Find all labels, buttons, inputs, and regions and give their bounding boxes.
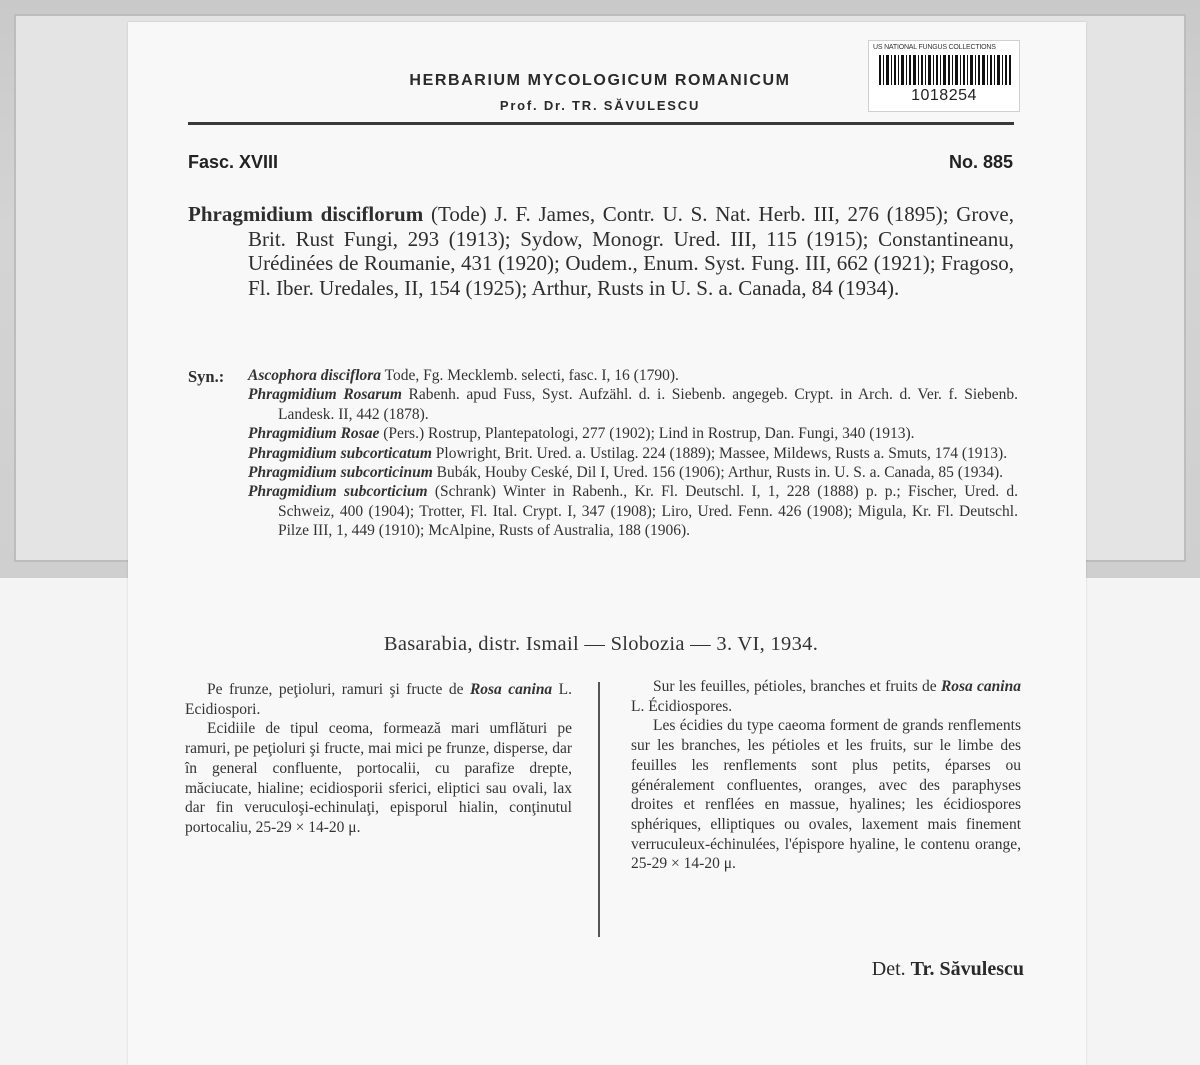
synonym-item <box>248 444 1018 463</box>
fascicle-number: Fasc. XVIII <box>188 152 279 172</box>
determiner <box>700 958 1024 981</box>
barcode-institution: US NATIONAL FUNGUS COLLECTIONS <box>873 44 996 51</box>
barcode-icon <box>879 55 1011 85</box>
description-romanian <box>185 680 572 838</box>
synonym-item <box>248 424 1018 443</box>
host-name: Rosa canina <box>940 678 1021 695</box>
barcode-number: 1018254 <box>911 87 977 104</box>
determiner-name: Tr. Săvulescu <box>910 958 1024 980</box>
barcode-label <box>868 40 1020 112</box>
synonym-item <box>248 385 1018 424</box>
synonym-name: Phragmidium subcorticium <box>248 483 428 501</box>
synonym-name: Phragmidium Rosarum <box>248 386 402 404</box>
species-citation: (Tode) J. F. James, Contr. U. S. Nat. Herb. III, 276 (1895); Grove, Brit. Rust Fungi, 293 (1913); Sydow, Monogr. Ured. III, 115 (1915); Constantineanu, Urédinées de Roumanie, 431 (1920); Oudem., Enum. Syst. Fung. III, 662 (1921); Fragoso, Fl. Iber. Uredales, II, 154 (1925); Arthur, Rusts in U. S. a. Canada, 84 (1934). <box>248 202 1014 300</box>
host-text: L. Écidiospores. <box>631 697 733 715</box>
synonym-reference: Tode, Fg. Mecklemb. selecti, fasc. I, 16 (1790). <box>381 367 679 384</box>
specimen-number: No. 885 <box>948 152 1013 172</box>
synonym-reference: (Pers.) Rostrup, Plantepatologi, 277 (1902); Lind in Rostrup, Dan. Fungi, 340 (1913). <box>379 425 915 443</box>
synonym-item <box>248 463 1018 482</box>
header-rule <box>188 122 1014 125</box>
column-divider <box>598 682 600 937</box>
description-paragraph: Ecidiile de tipul ceoma, formează mari umflături pe ramuri, pe peţioluri şi fructe, mai mici pe frunze, disperse, dar în general confluente, portocalii, cu parafize drepte, măciucate, hialine; ecidiosporii sferici, eliptici sau ovali, lax dar fin veruculoşi-echinulaţi, episporul hialin, conţinutul portocaliu, 25-29 × 14-20 μ. <box>185 720 572 836</box>
synonym-name: Phragmidium subcorticatum <box>248 444 432 462</box>
host-paragraph <box>185 680 572 719</box>
determiner-prefix: Det. <box>871 958 911 980</box>
synonym-item <box>248 482 1018 540</box>
synonym-name: Phragmidium subcorticinum <box>248 464 433 482</box>
description-paragraph: Les écidies du type caeoma forment de grands renflements sur les branches, les pétioles et les fruits, sur le limbe des feuilles les renflements sont plus petits, éparses ou généralement confluentes, oranges, avec des paraphyses droites et renflées en massue, hyalines; les écidiospores sphériques, elliptiques ou ovales, laxement mais finement verruculeux-échinulées, l'épispore hyaline, le contenu orange, 25-29 × 14-20 μ. <box>631 717 1021 873</box>
synonym-reference: Plowright, Brit. Ured. a. Ustilag. 224 (1889); Massee, Mildews, Rusts a. Smuts, 174 (1913). <box>431 444 1008 462</box>
host-text: L. Ecidiospori. <box>185 681 572 718</box>
species-name: Phragmidium disciflorum <box>188 202 424 226</box>
description-french <box>631 677 1021 874</box>
synonym-name: Ascophora disciflora <box>248 367 382 384</box>
collection-locality: Basarabia, distr. Ismail — Slobozia — 3. VI, 1934. <box>383 633 819 655</box>
synonym-reference: Rabenh. apud Fuss, Syst. Aufzähl. d. i. Siebenb. angegeb. Crypt. in Arch. d. Ver. f. Siebenb. Landesk. II, 442 (1878). <box>278 386 1019 423</box>
herbarium-editor: Prof. Dr. TR. SĂVULESCU <box>499 98 701 113</box>
synonym-reference: (Schrank) Winter in Rabenh., Kr. Fl. Deutschl. I, 1, 228 (1888) p. p.; Fischer, Ured. d. Schweiz, 400 (1904); Trotter, Fl. Ital. Crypt. I, 347 (1908); Liro, Ured. Fenn. 426 (1908); Migula, Kr. Fl. Deutschl. Pilze III, 1, 449 (1910); McAlpine, Rusts of Australia, 188 (1906). <box>278 483 1018 540</box>
host-text: Sur les feuilles, pétioles, branches et fruits de <box>653 678 941 695</box>
synonyms-list <box>248 366 1018 541</box>
host-text: Pe frunze, peţioluri, ramuri şi fructe de <box>207 681 470 698</box>
host-name: Rosa canina <box>469 681 553 698</box>
synonyms-label: Syn.: <box>188 367 225 386</box>
species-citation-block <box>188 202 1014 300</box>
specimen-label <box>128 22 1086 1065</box>
synonym-name: Phragmidium Rosae <box>248 425 380 443</box>
herbarium-title: HERBARIUM MYCOLOGICUM ROMANICUM <box>409 72 791 89</box>
host-paragraph <box>631 677 1021 716</box>
synonym-reference: Bubák, Houby Ceské, Dil I, Ured. 156 (1906); Arthur, Rusts in. U. S. a. Canada, 85 (1934). <box>432 464 1003 482</box>
synonym-item <box>248 366 1018 385</box>
